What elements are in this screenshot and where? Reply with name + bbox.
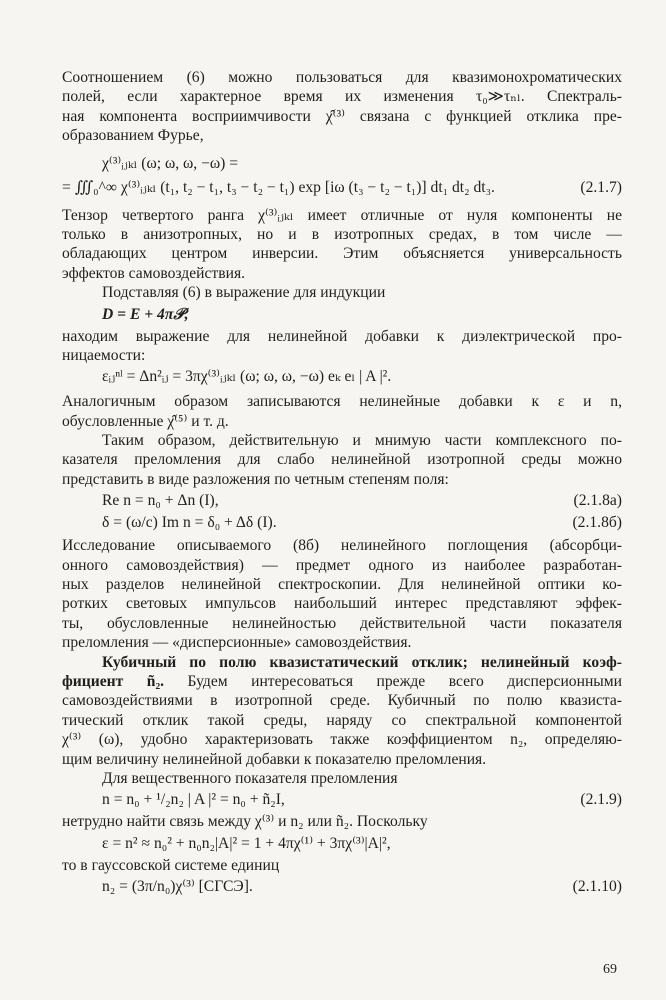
equation-number: (2.1.10) bbox=[572, 878, 622, 896]
equation-number: (2.1.9) bbox=[580, 791, 622, 809]
text-line: ты, обусловленные нелинейностью действительной части показателя bbox=[62, 614, 622, 632]
formula-line: D = E + 4π𝒫, bbox=[102, 305, 189, 323]
text-line: Аналогичным образом записываются нелинейные добавки к ε и n, bbox=[62, 393, 622, 411]
page-number: 69 bbox=[603, 962, 617, 977]
text-line: находим выражение для нелинейной добавки к диэлектрической про- bbox=[62, 327, 622, 345]
formula-line: ε = n² ≈ n₀² + n₀n₂|A|² = 1 + 4πχ⁽¹⁾ + 3πχ⁽³⁾|A|², bbox=[102, 834, 391, 852]
text-line: только в анизотропных, но и в изотропных средах, в том числе — bbox=[62, 225, 622, 243]
formula: n = n₀ + ¹/₂n₂ | A |² = n₀ + ñ₂I, bbox=[102, 791, 285, 809]
text-line: обусловленные χ̂⁽⁵⁾ и т. д. bbox=[62, 412, 229, 430]
text-line: Соотношением (6) можно пользоваться для квазимонохроматических bbox=[62, 69, 622, 86]
formula-line: εᵢⱼⁿˡ = Δn²ᵢⱼ = 3πχ⁽³⁾ᵢⱼₖₗ (ω; ω, ω, −ω) eₖ eₗ | A |². bbox=[102, 368, 392, 386]
page-body bbox=[62, 68, 622, 899]
equation-number: (2.1.8а) bbox=[573, 492, 622, 510]
equation-row bbox=[62, 176, 622, 200]
equation-row bbox=[62, 788, 622, 812]
text-span: Будем интересоваться прежде всего дисперсионными bbox=[164, 672, 622, 690]
formula-line: χ⁽³⁾ᵢⱼₖₗ (ω; ω, ω, −ω) = bbox=[102, 154, 239, 172]
text-line: Таким образом, действительную и мнимую части комплексного по- bbox=[102, 432, 622, 450]
equation-number: (2.1.7) bbox=[580, 178, 622, 196]
text-line: щим величину нелинейной добавки к показателю преломления. bbox=[62, 750, 487, 768]
text-line: преломления — «дисперсионные» самовоздействия. bbox=[62, 634, 412, 652]
equation-row bbox=[62, 489, 622, 513]
text-line: онного самовоздействия) — предмет одного из наиболее разработан- bbox=[62, 556, 622, 574]
heading-tail: фициент ñ₂. bbox=[62, 672, 165, 690]
formula: n₂ = (3π/n₀)χ⁽³⁾ [СГСЭ]. bbox=[102, 878, 253, 896]
section-heading: Кубичный по полю квазистатический отклик; нелинейный коэф- bbox=[102, 653, 622, 671]
equation-number: (2.1.8б) bbox=[572, 514, 622, 532]
text-line bbox=[62, 672, 622, 691]
text-line: ротких световых импульсов наибольший интерес представляют эффек- bbox=[62, 595, 622, 613]
text-line: полей, если характерное время их изменения τ₀≫τₙₗ. Спектраль- bbox=[62, 88, 622, 106]
text-line: обладающих центром инверсии. Этим объясняется универсальность bbox=[62, 245, 622, 263]
text-line: тический отклик такой среды, наряду со спектральной компонентой bbox=[62, 711, 622, 729]
text-line: ная компонента восприимчивости χ̂⁽³⁾ связана с функцией отклика пре- bbox=[62, 107, 622, 125]
formula: Re n = n₀ + Δn (I), bbox=[102, 492, 219, 510]
formula: = ∭₀^∞ χ⁽³⁾ᵢⱼₖₗ (t₁, t₂ − t₁, t₃ − t₂ − t₁) exp [iω (t₃ − t₂ − t₁)] dt₁ dt₂ dt₃. bbox=[62, 178, 495, 196]
text-line: нетрудно найти связь между χ⁽³⁾ и n₂ или ñ₂. Поскольку bbox=[62, 813, 428, 831]
text-line: Исследование описываемого (8б) нелинейного поглощения (абсорбци- bbox=[62, 537, 622, 555]
text-line: то в гауссовской системе единиц bbox=[62, 856, 280, 874]
text-line: эффектов самовоздействия. bbox=[62, 264, 246, 282]
text-line: представить в виде разложения по четным степеням поля: bbox=[62, 470, 449, 488]
equation-row bbox=[62, 513, 622, 533]
text-line: ных разделов нелинейной спектроскопии. Для нелинейной оптики ко- bbox=[62, 576, 622, 594]
text-line: Тензор четвертого ранга χ⁽³⁾ᵢⱼₖₗ имеет отличные от нуля компоненты не bbox=[62, 206, 622, 224]
text-line: ницаемости: bbox=[62, 346, 146, 364]
text-line: χ⁽³⁾ (ω), удобно характеризовать также коэффициентом n₂, определяю- bbox=[62, 731, 622, 749]
formula: δ = (ω/c) Im n = δ₀ + Δδ (I). bbox=[102, 514, 277, 532]
text-line: Для вещественного показателя преломления bbox=[102, 769, 398, 787]
text-line: образованием Фурье, bbox=[62, 127, 204, 145]
text-line: казателя преломления для слабо нелинейной изотропной среды можно bbox=[62, 451, 622, 469]
text-line: Подставляя (6) в выражение для индукции bbox=[102, 284, 386, 302]
equation-row bbox=[62, 875, 622, 899]
text-line: самовоздействиями в изотропной среде. Кубичный по полю квазиста- bbox=[62, 692, 622, 710]
